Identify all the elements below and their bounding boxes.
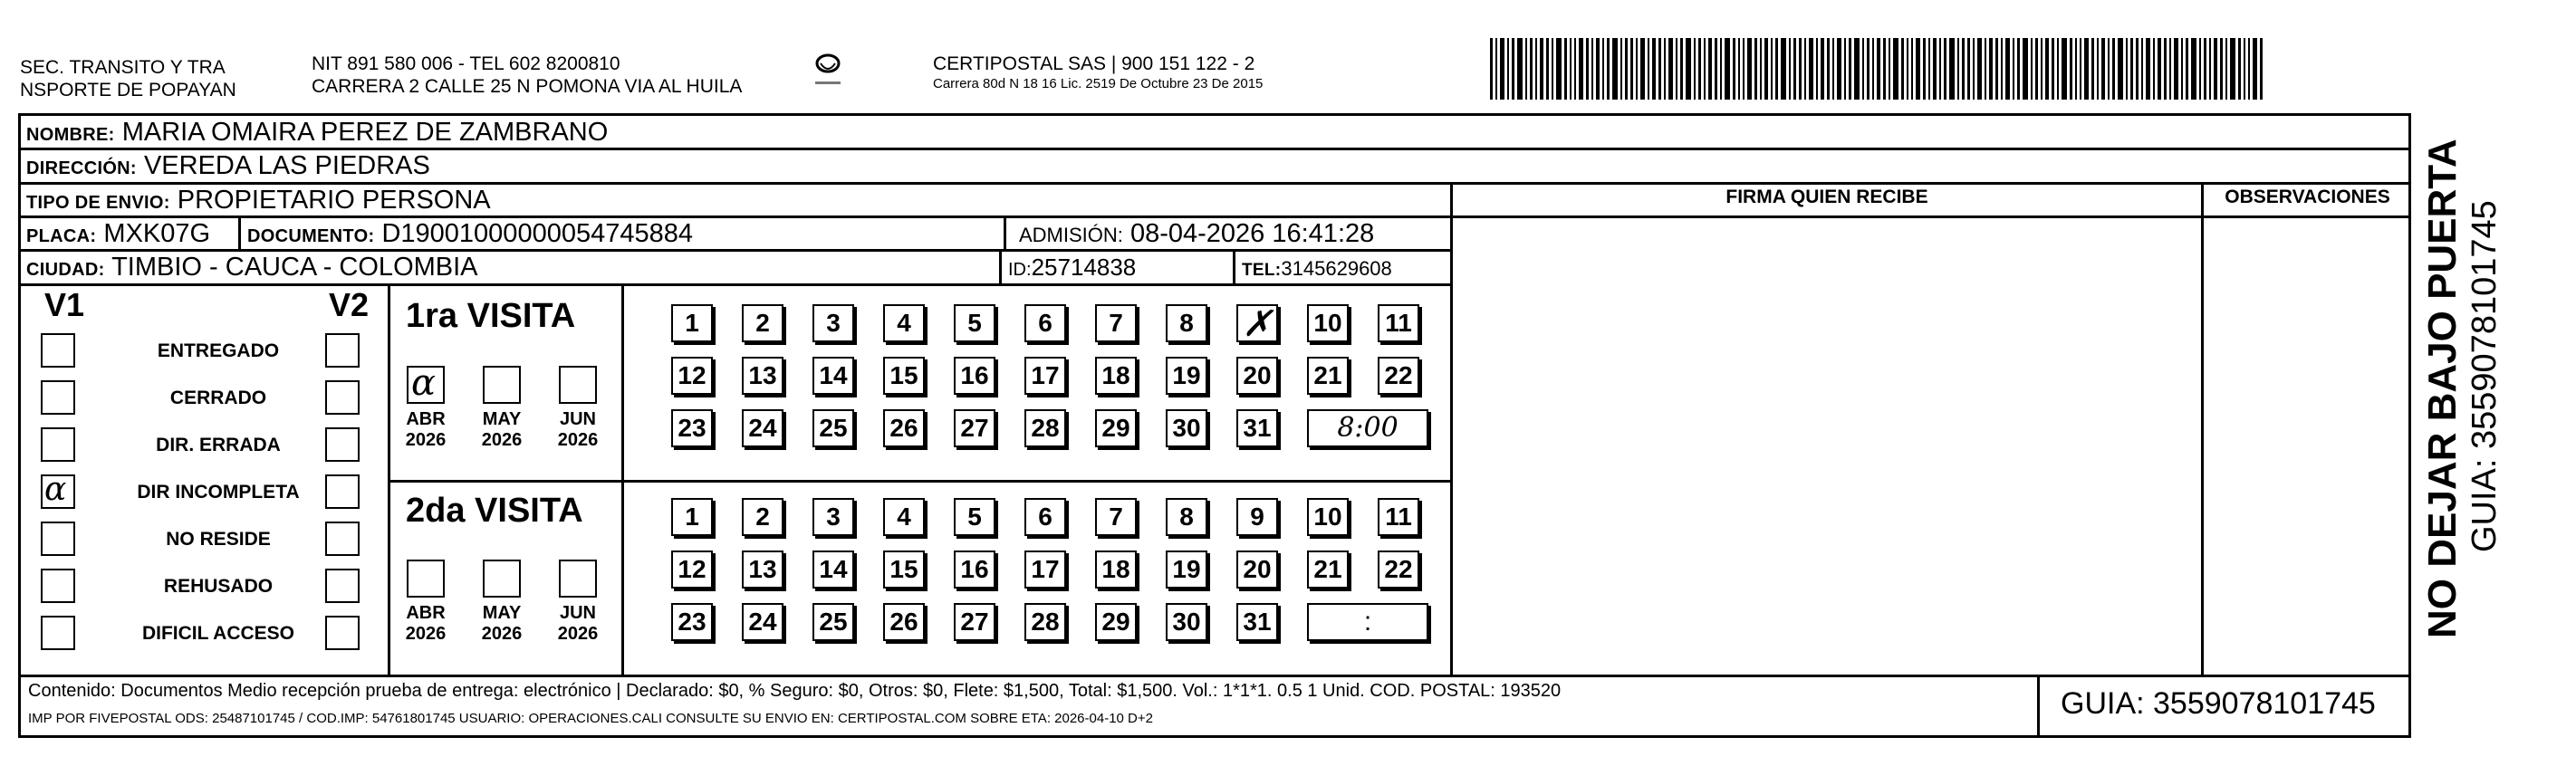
day-box[interactable]: 12 [671, 551, 713, 589]
second-visit-title: 2da VISITA [406, 492, 583, 530]
day-box[interactable]: 13 [742, 551, 783, 589]
day-box[interactable]: 28 [1024, 603, 1066, 641]
barcode-bar [1827, 38, 1830, 100]
v1-checkbox-5[interactable] [41, 569, 75, 603]
barcode-bar [1804, 38, 1806, 100]
v1-checkbox-1[interactable] [41, 380, 75, 415]
day-box[interactable]: 26 [883, 409, 925, 447]
barcode-bar [1911, 38, 1913, 100]
day-box[interactable]: 11 [1378, 498, 1419, 536]
day-box[interactable]: 19 [1166, 357, 1207, 395]
barcode-bar [2199, 38, 2201, 100]
placa-label: PLACA: [26, 226, 97, 246]
day-box[interactable]: ✗ [1236, 304, 1278, 342]
status-label-1: CERRADO [169, 388, 267, 408]
barcode-bar [2238, 38, 2241, 100]
v2-checkbox-5[interactable] [325, 569, 360, 603]
day-box[interactable]: 4 [883, 304, 925, 342]
barcode-bar [2052, 38, 2054, 100]
month-label-jun: JUN 2026 [557, 409, 599, 450]
day-box[interactable]: 25 [812, 409, 854, 447]
admision-value: 08-04-2026 16:41:28 [1129, 219, 1375, 248]
day-box[interactable]: 9 [1236, 498, 1278, 536]
barcode-bar [1821, 38, 1824, 100]
id-cell [1008, 252, 1136, 285]
barcode-bar [1962, 38, 1965, 100]
month-label-abr: ABR 2026 [405, 603, 447, 644]
barcode-bar [1747, 38, 1752, 100]
barcode-bar [1781, 38, 1786, 100]
barcode-bar [1989, 38, 1993, 100]
month-box-jun[interactable] [559, 560, 597, 598]
barcode-bar [1686, 38, 1691, 100]
barcode-bar [2041, 38, 2043, 100]
barcode-bar [2084, 38, 2089, 100]
barcode-bar [1512, 38, 1514, 100]
barcode-bar [1564, 38, 1567, 100]
barcode-bar [1525, 38, 1527, 100]
day-box[interactable]: 20 [1236, 357, 1278, 395]
barcode-bar [1867, 38, 1870, 100]
documento-value: D19001000000054745884 [381, 219, 693, 248]
barcode-bar [2070, 38, 2072, 100]
day-box[interactable]: 22 [1378, 357, 1419, 395]
side-guia: GUIA: 3559078101745 [2465, 200, 2504, 552]
barcode [1490, 38, 2278, 100]
nit-line: NIT 891 580 006 - TEL 602 8200810 [312, 53, 620, 74]
barcode-bar [2013, 38, 2014, 100]
barcode-bar [2023, 38, 2028, 100]
status-label-3: DIR INCOMPLETA [137, 482, 300, 503]
barcode-bar [1939, 38, 1941, 100]
barcode-bar [2220, 38, 2223, 100]
day-box[interactable]: 5 [954, 304, 995, 342]
postal-logo-icon [810, 47, 846, 92]
barcode-bar [2101, 38, 2105, 100]
day-box[interactable]: 12 [671, 357, 713, 395]
barcode-bar [1612, 38, 1618, 100]
day-box[interactable]: 4 [883, 498, 925, 536]
barcode-bar [2214, 38, 2217, 100]
barcode-bar [1625, 38, 1628, 100]
barcode-bar [1973, 38, 1975, 100]
barcode-bar [2075, 38, 2077, 100]
day-box[interactable]: 17 [1024, 551, 1066, 589]
barcode-bar [1809, 38, 1813, 100]
barcode-bar [1490, 38, 1493, 100]
barcode-bar [1793, 38, 1796, 100]
v1-checkbox-3[interactable]: α [41, 474, 75, 509]
sender-line2: NSPORTE DE POPAYAN [20, 80, 236, 101]
barcode-bar [2080, 38, 2081, 100]
barcode-bar [2136, 38, 2139, 100]
month-label-may: MAY 2026 [481, 409, 523, 450]
barcode-bar [1495, 38, 1497, 100]
month-box-jun[interactable] [559, 366, 597, 404]
barcode-bar [1530, 38, 1533, 100]
barcode-bar [1698, 38, 1701, 100]
day-box[interactable]: 21 [1307, 357, 1349, 395]
day-box[interactable]: 17 [1024, 357, 1066, 395]
day-box[interactable]: 8 [1166, 498, 1207, 536]
barcode-bar [2126, 38, 2128, 100]
barcode-bar [2174, 38, 2178, 100]
second-visit-time[interactable]: : [1307, 603, 1428, 641]
barcode-bar [2253, 38, 2257, 100]
barcode-bar [2062, 38, 2067, 100]
barcode-bar [1893, 38, 1898, 100]
day-box[interactable]: 8 [1166, 304, 1207, 342]
month-box-abr[interactable] [407, 560, 445, 598]
v1-checkbox-0[interactable] [41, 333, 75, 368]
barcode-bar [2260, 38, 2263, 100]
day-box[interactable]: 7 [1095, 304, 1137, 342]
barcode-bar [1933, 38, 1937, 100]
barcode-bar [1704, 38, 1706, 100]
barcode-bar [1715, 38, 1717, 100]
nombre-row [26, 117, 608, 150]
day-box[interactable]: 6 [1024, 498, 1066, 536]
barcode-bar [1586, 38, 1589, 100]
day-box[interactable]: 19 [1166, 551, 1207, 589]
barcode-bar [1694, 38, 1696, 100]
signature-area[interactable] [1453, 218, 2201, 675]
barcode-bar [1680, 38, 1683, 100]
day-box[interactable]: 1 [671, 304, 713, 342]
barcode-bar [1540, 38, 1543, 100]
first-visit-title: 1ra VISITA [406, 297, 576, 335]
barcode-bar [2045, 38, 2049, 100]
day-box[interactable]: 10 [1307, 304, 1349, 342]
day-box[interactable]: 18 [1095, 357, 1137, 395]
tel-label: TEL: [1242, 261, 1282, 280]
month-box-may[interactable] [483, 560, 521, 598]
barcode-bar [1872, 38, 1874, 100]
company-name: CERTIPOSTAL SAS | 900 151 122 - 2 [933, 53, 1255, 74]
barcode-bar [1754, 38, 1757, 100]
ciudad-value: TIMBIO - CAUCA - COLOMBIA [111, 253, 478, 282]
barcode-bar [1648, 38, 1649, 100]
barcode-bar [1640, 38, 1645, 100]
documento-cell [247, 218, 693, 252]
day-box[interactable]: 29 [1095, 603, 1137, 641]
day-box[interactable]: 21 [1307, 551, 1349, 589]
barcode-bar [2017, 38, 2020, 100]
barcode-bar [2130, 38, 2133, 100]
barcode-bar [1658, 38, 1661, 100]
barcode-bar [1574, 38, 1576, 100]
barcode-bar [1652, 38, 1656, 100]
barcode-bar [2186, 38, 2188, 100]
barcode-bar [2248, 38, 2250, 100]
barcode-bar [1771, 38, 1773, 100]
day-box[interactable]: 30 [1166, 409, 1207, 447]
day-box[interactable]: 27 [954, 603, 995, 641]
day-box[interactable]: 2 [742, 498, 783, 536]
direccion-label: DIRECCIÓN: [26, 158, 137, 178]
day-box[interactable]: 31 [1236, 603, 1278, 641]
barcode-bar [1556, 38, 1562, 100]
v1-checkbox-4[interactable] [41, 522, 75, 556]
day-box[interactable]: 16 [954, 551, 995, 589]
barcode-bar [1862, 38, 1864, 100]
barcode-bar [1901, 38, 1904, 100]
v2-checkbox-2[interactable] [325, 427, 360, 462]
v2-label: V2 [329, 286, 370, 323]
nombre-value: MARIA OMAIRA PEREZ DE ZAMBRANO [121, 118, 609, 147]
day-box[interactable]: 11 [1378, 304, 1419, 342]
barcode-bar [2158, 38, 2161, 100]
day-box[interactable]: 15 [883, 357, 925, 395]
address-line: CARRERA 2 CALLE 25 N POMONA VIA AL HUILA [312, 76, 743, 97]
barcode-bar [1620, 38, 1622, 100]
barcode-bar [1664, 38, 1666, 100]
barcode-bar [2057, 38, 2059, 100]
barcode-bar [1507, 38, 1509, 100]
day-box[interactable]: 3 [812, 498, 854, 536]
barcode-bar [1725, 38, 1730, 100]
barcode-bar [2230, 38, 2235, 100]
barcode-bar [1789, 38, 1791, 100]
barcode-bar [2225, 38, 2227, 100]
v1-checkbox-2[interactable] [41, 427, 75, 462]
barcode-bar [1928, 38, 1930, 100]
id-value: 25714838 [1031, 254, 1137, 281]
day-box[interactable]: 22 [1378, 551, 1419, 589]
day-box[interactable]: 24 [742, 603, 783, 641]
direccion-row [26, 150, 430, 184]
first-visit-time[interactable]: 8:00 [1307, 409, 1428, 447]
id-label: ID: [1008, 260, 1032, 280]
barcode-bar [1967, 38, 1970, 100]
day-box[interactable]: 27 [954, 409, 995, 447]
barcode-bar [2164, 38, 2167, 100]
day-box[interactable]: 23 [671, 409, 713, 447]
barcode-bar [1708, 38, 1712, 100]
ciudad-row [26, 252, 478, 285]
day-box[interactable]: 29 [1095, 409, 1137, 447]
day-box[interactable]: 18 [1095, 551, 1137, 589]
barcode-bar [2097, 38, 2099, 100]
barcode-bar [1957, 38, 1959, 100]
barcode-bar [2118, 38, 2123, 100]
tipo-row [26, 185, 491, 218]
footer-contents: Contenido: Documentos Medio recepción prueba de entrega: electrónico | Declarado: $0, % Seguro: $0, Otros: $0, Flete: $1,500, Total: $1,500. Vol.: 1*1*1. 0.5 1 Unid. COD. POSTAL: 193520 [28, 681, 1562, 701]
day-box[interactable]: 23 [671, 603, 713, 641]
barcode-bar [1517, 38, 1523, 100]
barcode-bar [1764, 38, 1768, 100]
barcode-bar [1849, 38, 1851, 100]
placa-value: MXK07G [103, 219, 211, 248]
nombre-label: NOMBRE: [26, 125, 115, 145]
barcode-bar [1907, 38, 1908, 100]
status-label-0: ENTREGADO [157, 340, 280, 361]
barcode-bar [1720, 38, 1722, 100]
sender-line1: SEC. TRANSITO Y TRA [20, 57, 226, 78]
barcode-bar [2035, 38, 2038, 100]
month-label-jun: JUN 2026 [557, 603, 599, 644]
barcode-bar [1546, 38, 1549, 100]
barcode-bar [1570, 38, 1572, 100]
barcode-bar [2141, 38, 2143, 100]
sender-info [312, 53, 742, 98]
tipo-label: TIPO DE ENVIO: [26, 193, 170, 213]
barcode-bar [1816, 38, 1818, 100]
status-label-2: DIR. ERRADA [156, 435, 281, 455]
barcode-bar [1854, 38, 1860, 100]
v1-checkbox-6[interactable] [41, 616, 75, 650]
month-label-abr: ABR 2026 [405, 409, 447, 450]
barcode-bar [1995, 38, 1998, 100]
day-box[interactable]: 7 [1095, 498, 1137, 536]
day-box[interactable]: 5 [954, 498, 995, 536]
status-label-5: REHUSADO [163, 576, 274, 597]
barcode-bar [2244, 38, 2245, 100]
barcode-bar [1579, 38, 1583, 100]
barcode-bar [2031, 38, 2033, 100]
barcode-bar [1832, 38, 1834, 100]
day-box[interactable]: 14 [812, 551, 854, 589]
barcode-bar [2181, 38, 2183, 100]
barcode-bar [2153, 38, 2155, 100]
company-block [933, 53, 1263, 93]
barcode-bar [1636, 38, 1638, 100]
day-box[interactable]: 6 [1024, 304, 1066, 342]
barcode-bar [2146, 38, 2150, 100]
barcode-bar [1889, 38, 1890, 100]
barcode-bar [1630, 38, 1633, 100]
barcode-bar [1733, 38, 1735, 100]
tipo-value: PROPIETARIO PERSONA [177, 186, 491, 215]
firma-header: FIRMA QUIEN RECIBE [1725, 187, 1928, 207]
barcode-bar [1668, 38, 1673, 100]
barcode-bar [1877, 38, 1880, 100]
day-box[interactable]: 28 [1024, 409, 1066, 447]
day-box[interactable]: 16 [954, 357, 995, 395]
barcode-bar [1607, 38, 1610, 100]
barcode-bar [1949, 38, 1955, 100]
barcode-bar [2091, 38, 2094, 100]
v2-checkbox-1[interactable] [325, 380, 360, 415]
barcode-bar [1500, 38, 1504, 100]
documento-label: DOCUMENTO: [247, 226, 375, 246]
barcode-bar [1985, 38, 1986, 100]
day-box[interactable]: 24 [742, 409, 783, 447]
admision-cell [1019, 218, 1374, 251]
status-label-4: NO RESIDE [166, 529, 271, 550]
delivery-form [18, 113, 2411, 738]
day-box[interactable]: 25 [812, 603, 854, 641]
barcode-bar [1883, 38, 1886, 100]
barcode-bar [1738, 38, 1740, 100]
observations-area[interactable] [2204, 218, 2411, 675]
placa-row [26, 218, 210, 252]
barcode-bar [1799, 38, 1802, 100]
barcode-bar [1535, 38, 1537, 100]
day-box[interactable]: 3 [812, 304, 854, 342]
barcode-bar [1775, 38, 1778, 100]
admision-label: ADMISIÓN: [1019, 224, 1123, 246]
barcode-bar [2108, 38, 2110, 100]
day-box[interactable]: 26 [883, 603, 925, 641]
barcode-bar [1916, 38, 1920, 100]
day-box[interactable]: 10 [1307, 498, 1349, 536]
footer-print-info: IMP POR FIVEPOSTAL ODS: 25487101745 / COD.IMP: 54761801745 USUARIO: OPERACIONES.CALI CONSULTE SU ENVIO EN: CERTIPOSTAL.COM SOBRE ETA: 2026-04-10 D+2 [28, 711, 1153, 726]
barcode-bar [2001, 38, 2003, 100]
month-box-abr[interactable]: α [407, 366, 445, 404]
barcode-bar [2005, 38, 2010, 100]
day-box[interactable]: 1 [671, 498, 713, 536]
barcode-bar [1760, 38, 1762, 100]
barcode-bar [1923, 38, 1926, 100]
ciudad-label: CIUDAD: [26, 260, 105, 280]
barcode-bar [1552, 38, 1553, 100]
day-box[interactable]: 2 [742, 304, 783, 342]
guia-number: GUIA: 3559078101745 [2061, 686, 2376, 721]
sender-block [20, 56, 236, 101]
barcode-bar [1676, 38, 1677, 100]
direccion-value: VEREDA LAS PIEDRAS [143, 151, 430, 180]
v1-label: V1 [44, 286, 85, 323]
day-box[interactable]: 30 [1166, 603, 1207, 641]
v2-checkbox-0[interactable] [325, 333, 360, 368]
barcode-bar [1977, 38, 1982, 100]
barcode-bar [1837, 38, 1841, 100]
barcode-bar [1844, 38, 1846, 100]
observaciones-header: OBSERVACIONES [2225, 187, 2390, 207]
barcode-bar [1944, 38, 1946, 100]
month-box-may[interactable] [483, 366, 521, 404]
day-box[interactable]: 15 [883, 551, 925, 589]
barcode-bar [1591, 38, 1593, 100]
barcode-bar [2191, 38, 2196, 100]
tel-cell [1242, 254, 1392, 286]
no-dejar-warning: NO DEJAR BAJO PUERTA [2420, 139, 2465, 638]
status-label-6: DIFICIL ACCESO [141, 623, 294, 644]
barcode-bar [2112, 38, 2115, 100]
barcode-bar [1602, 38, 1604, 100]
v2-checkbox-4[interactable] [325, 522, 360, 556]
day-box[interactable]: 14 [812, 357, 854, 395]
v2-checkbox-3[interactable] [325, 474, 360, 509]
v2-checkbox-6[interactable] [325, 616, 360, 650]
day-box[interactable]: 13 [742, 357, 783, 395]
barcode-bar [2169, 38, 2171, 100]
barcode-bar [1596, 38, 1600, 100]
company-license: Carrera 80d N 18 16 Lic. 2519 De Octubre 23 De 2015 [933, 76, 1264, 91]
day-box[interactable]: 31 [1236, 409, 1278, 447]
tel-value: 3145629608 [1281, 257, 1392, 280]
barcode-bar [1743, 38, 1745, 100]
barcode-bar [2204, 38, 2206, 100]
month-label-may: MAY 2026 [481, 603, 523, 644]
barcode-bar [2209, 38, 2211, 100]
day-box[interactable]: 20 [1236, 551, 1278, 589]
